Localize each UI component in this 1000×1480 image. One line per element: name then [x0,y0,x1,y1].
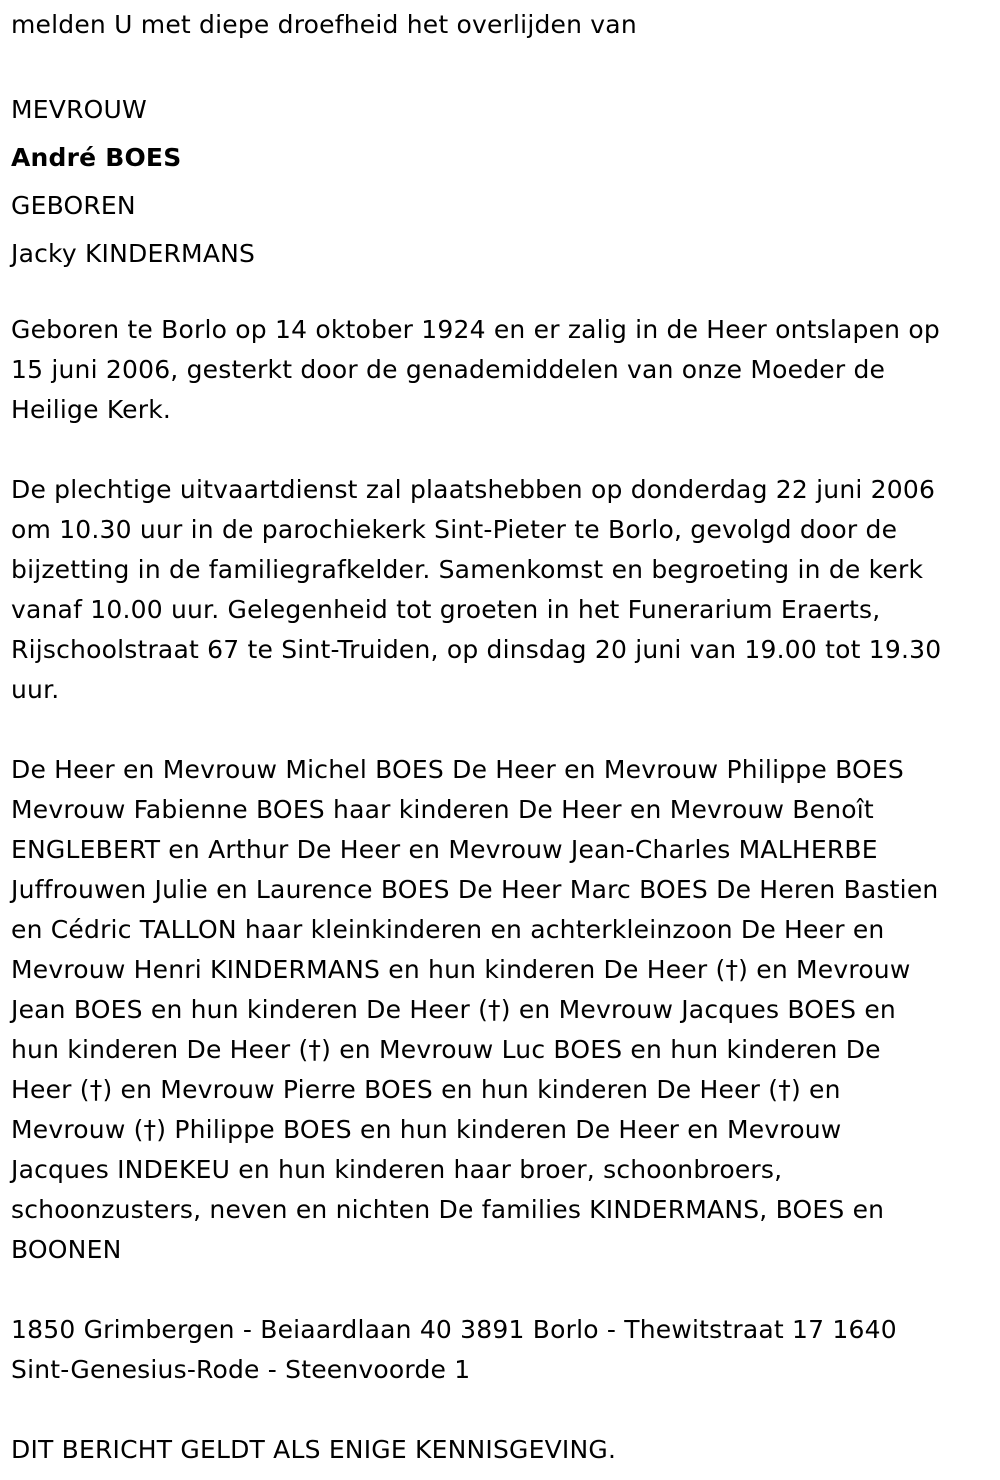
paragraph-line: Mevrouw Henri KINDERMANS en hun kinderen De Heer (†) en Mevrouw [11,955,911,984]
paragraph-line: schoonzusters, neven en nichten De families KINDERMANS, BOES en [11,1195,885,1224]
paragraph-line: Heer (†) en Mevrouw Pierre BOES en hun kinderen De Heer (†) en [11,1075,841,1104]
notice-text: DIT BERICHT GELDT ALS ENIGE KENNISGEVING. [11,1435,617,1464]
paragraph-line: uur. [11,675,60,704]
family-paragraph [11,750,991,1270]
paragraph-line: 1850 Grimbergen - Beiaardlaan 40 3891 Borlo - Thewitstraat 17 1640 [11,1315,897,1344]
paragraph-line: hun kinderen De Heer (†) en Mevrouw Luc BOES en hun kinderen De [11,1035,881,1064]
paragraph-line: De plechtige uitvaartdienst zal plaatshebben op donderdag 22 juni 2006 [11,475,936,504]
deceased-name-block [11,86,255,278]
paragraph-line: Rijschoolstraat 67 te Sint-Truiden, op dinsdag 20 juni van 19.00 tot 19.30 [11,635,942,664]
paragraph-line: ENGLEBERT en Arthur De Heer en Mevrouw Jean-Charles MALHERBE [11,835,878,864]
deceased-title: MEVROUW [11,95,147,124]
paragraph-line: BOONEN [11,1235,122,1264]
notice-paragraph [11,1430,991,1470]
paragraph-line: De Heer en Mevrouw Michel BOES De Heer en Mevrouw Philippe BOES [11,755,904,784]
paragraph-line: bijzetting in de familiegrafkelder. Samenkomst en begroeting in de kerk [11,555,924,584]
address-paragraph [11,1310,991,1390]
paragraph-line: Geboren te Borlo op 14 oktober 1924 en er zalig in de Heer ontslapen op [11,315,940,344]
paragraph-line: Juffrouwen Julie en Laurence BOES De Heer Marc BOES De Heren Bastien [11,875,939,904]
paragraph-line: 15 juni 2006, gesterkt door de genademiddelen van onze Moeder de [11,355,886,384]
birth-name: Jacky KINDERMANS [11,239,256,268]
intro-text: melden U met diepe droefheid het overlijden van [11,10,637,39]
paragraph-line: vanaf 10.00 uur. Gelegenheid tot groeten in het Funerarium Eraerts, [11,595,881,624]
paragraph-line: Jean BOES en hun kinderen De Heer (†) en Mevrouw Jacques BOES en [11,995,896,1024]
deceased-name: André BOES [11,143,182,172]
paragraph-line: en Cédric TALLON haar kleinkinderen en achterkleinzoon De Heer en [11,915,885,944]
paragraph-line: Mevrouw Fabienne BOES haar kinderen De Heer en Mevrouw Benoît [11,795,874,824]
paragraph-line: Sint-Genesius-Rode - Steenvoorde 1 [11,1355,471,1384]
paragraph-line: om 10.30 uur in de parochiekerk Sint-Pieter te Borlo, gevolgd door de [11,515,898,544]
paragraph-line: Mevrouw (†) Philippe BOES en hun kinderen De Heer en Mevrouw [11,1115,842,1144]
paragraph-line: Jacques INDEKEU en hun kinderen haar broer, schoonbroers, [11,1155,783,1184]
funeral-paragraph [11,470,991,710]
born-paragraph [11,310,991,430]
paragraph-line: Heilige Kerk. [11,395,172,424]
born-label: GEBOREN [11,191,136,220]
